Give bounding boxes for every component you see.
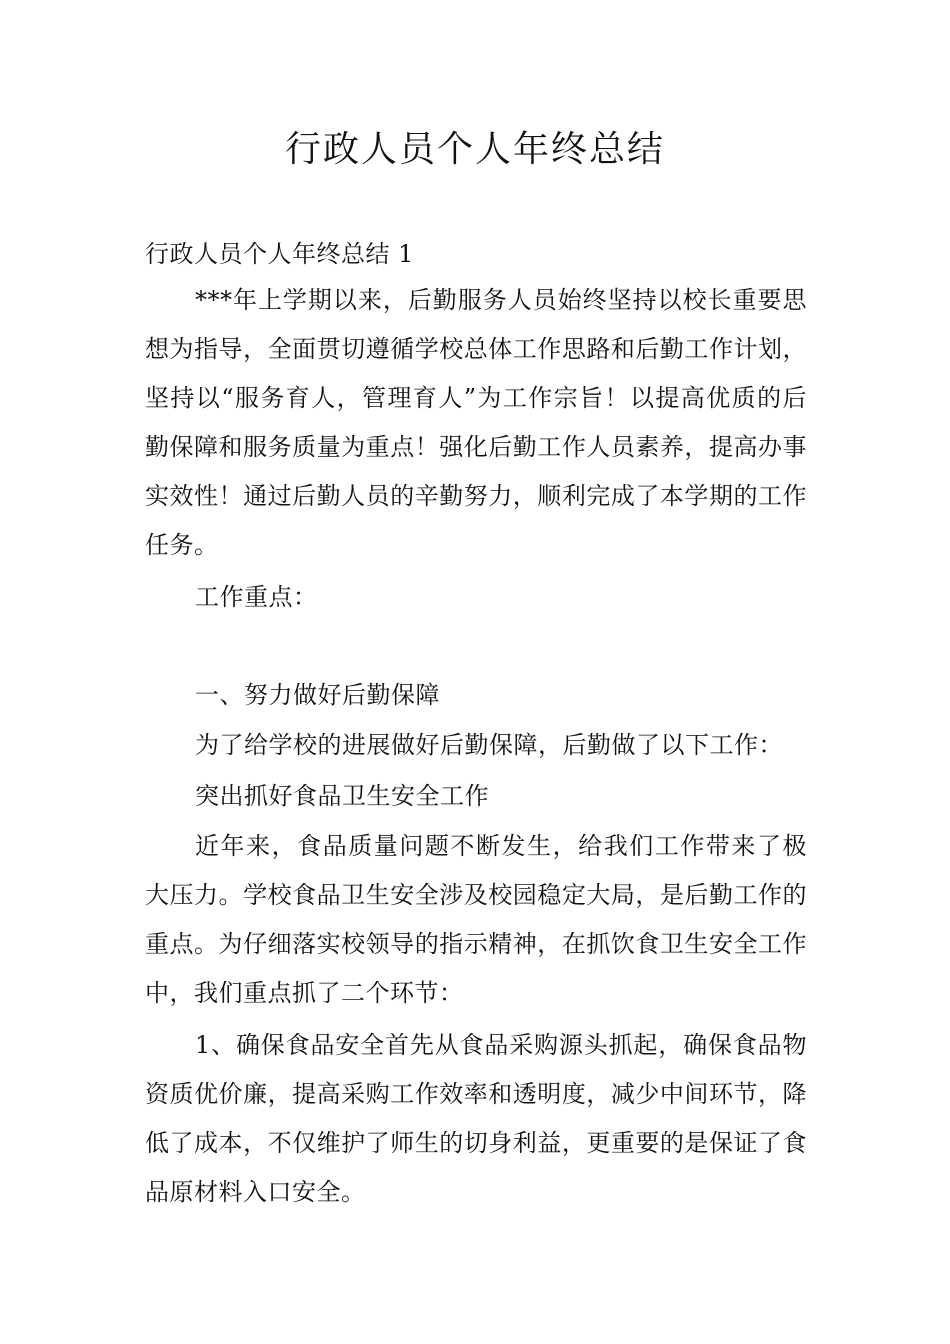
paragraph-work-focus: 工作重点： <box>195 583 318 611</box>
heading-section-one: 一、努力做好后勤保障 <box>195 681 440 709</box>
paragraph-logistics: 为了给学校的进展做好后勤保障，后勤做了以下工作： <box>195 731 783 759</box>
document-subtitle: 行政人员个人年终总结 1 <box>145 240 414 268</box>
paragraph-procurement: 1、确保食品安全首先从食品采购源头抓起，确保食品物资质优价廉，提高采购工作效率和透明度，减少中间环节，降低了成本，不仅维护了师生的切身利益，更重要的是保证了食品原材料入口安全。 <box>145 1031 807 1206</box>
paragraph-food-safety-heading: 突出抓好食品卫生安全工作 <box>195 782 489 810</box>
paragraph-intro: ***年上学期以来，后勤服务人员始终坚持以校长重要思想为指导，全面贯切遵循学校总体工作思路和后勤工作计划，坚持以“服务育人，管理育人”为工作宗旨！以提高优质的后勤保障和服务质量为重点！强化后勤工作人员素养，提高办事实效性！通过后勤人员的辛勤努力，顺利完成了本学期的工作任务。 <box>145 286 807 559</box>
document-title: 行政人员个人年终总结 <box>284 129 665 170</box>
paragraph-food-safety: 近年来，食品质量问题不断发生，给我们工作带来了极大压力。学校食品卫生安全涉及校园稳定大局，是后勤工作的重点。为仔细落实校领导的指示精神，在抓饮食卫生安全工作中，我们重点抓了二个环节： <box>145 832 807 1007</box>
